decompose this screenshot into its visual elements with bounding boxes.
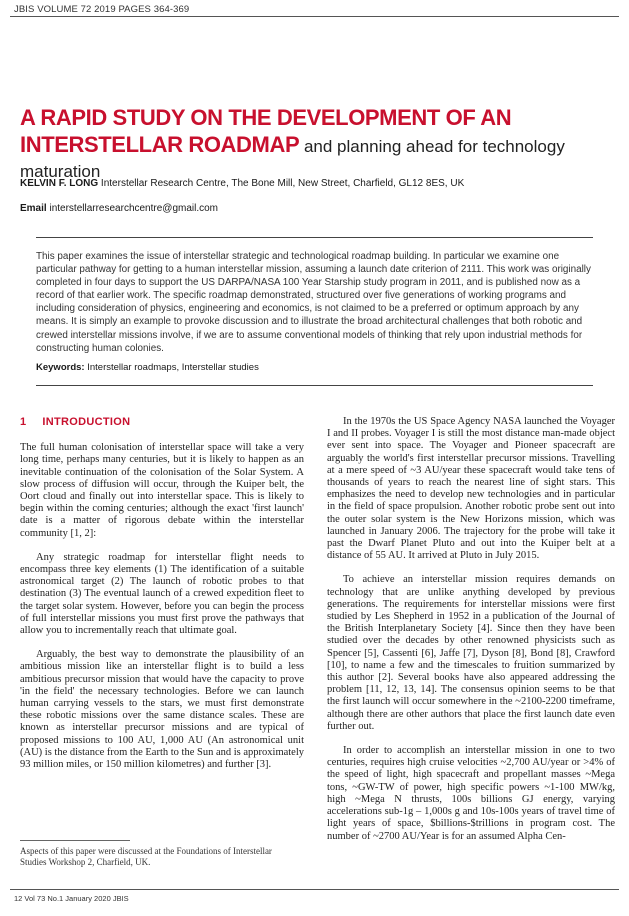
page-footer: 12 Vol 73 No.1 January 2020 JBIS — [14, 894, 129, 903]
right-column — [327, 416, 615, 855]
paragraph: In order to accomplish an interstellar mission in one to two centuries, requires high cruise velocities ~2,700 AU/year or >4% of the speed of light, high spacecraft and propellant masses ~Mega tons, ~GW-TW of power, high specific powers ~1-100 MW/kg, high ~Mega N thrusts, 100s billions GJ energy, varying accelerations sub-1g – 1,000s g and 10s-100s years of travel time of light years of space, $billions-$trillions in program cost. The number of ~2700 AU/Year is for an assumed Alpha Cen- — [327, 745, 615, 842]
email-line — [20, 203, 218, 214]
header-divider — [10, 16, 619, 17]
footnote: Aspects of this paper were discussed at the Foundations of Interstellar Studies Workshop 2, Charfield, UK. — [20, 846, 272, 867]
abstract-divider-bottom — [36, 385, 593, 386]
section-number: 1 — [20, 416, 27, 428]
author-name: KELVIN F. LONG — [20, 178, 99, 189]
paragraph: Arguably, the best way to demonstrate the plausibility of an ambitious mission like an interstellar flight is to build a less ambitious precursor mission that would have the capacity to prove 'in the field' the necessary technologies. Before we can launch human carrying vessels to the stars, we must first demonstrate these robotic missions over the same distance scales. These are known as interstellar precursor missions and are typical of proposed missions to 100 AU, 1,000 AU (An astronomical unit (AU) is the distance from the Earth to the Sun and is approximately 93 million miles, or 150 million kilometres) and further [3]. — [20, 649, 305, 771]
left-column — [20, 416, 304, 783]
email-label: Email — [20, 203, 47, 214]
title-subtitle: and planning ahead for technology maturation — [20, 137, 565, 181]
section-title: INTRODUCTION — [42, 416, 131, 428]
abstract-divider-top — [36, 237, 593, 238]
author-affiliation: Interstellar Research Centre, The Bone Mill, New Street, Charfield, GL12 8ES, UK — [98, 178, 465, 189]
keywords-label: Keywords: — [36, 362, 85, 373]
paper-title — [20, 106, 620, 185]
paragraph: Any strategic roadmap for interstellar flight needs to encompass three key elements (1) The identification of a suitable astronomical target (2) The launch of robotic probes to that destination (3) The eventual launch of a crewed expedition fleet to the target solar system. However, before you can begin the process of full interstellar missions you must first prove the pathways that allow you to incrementally reach that ultimate goal. — [20, 551, 304, 637]
email-address[interactable]: interstellarresearchcentre@gmail.com — [46, 203, 219, 214]
paragraph: To achieve an interstellar mission requires demands on technology that are unlike anything developed by previous generations. The requirements for interstellar missions were first studied by Les Shepherd in 1952 in a publication of the Journal of the British Interplanetary Society [4]. Since then they have been studied over the decades by other renowned physicists such as Spencer [5], Cassenti [6], Jaffe [7], Dyson [8], Bond [8], Crawford [10], to name a few and the timescales to fruition summarized by this author [2]. Several books have also appeared addressing the problem [11, 12, 13, 14]. The consensus opinion seems to be that the first launch will occur somewhere in the ~2100-2200 timeframe, although there are other authors that place the first launch date even further out. — [327, 574, 615, 732]
journal-header: JBIS VOLUME 72 2019 PAGES 364-369 — [14, 4, 190, 15]
section-heading — [20, 416, 304, 428]
paragraph: In the 1970s the US Space Agency NASA launched the Voyager I and II probes. Voyager I is still the most distance man-made object ever sent into space. The Voyager and Pioneer spacecraft are arguably the world's first interstellar precursor missions. Travelling at a mere speed of ~3 AU/year these spacecraft would take tens of thousands of years to reach the nearest line of sight stars. This emphasizes the need to develop new technologies and in particular in the field of space propulsion. Another robotic probe sent out into the outer solar system is the New Horizons mission, which was launched in January 2006. The trajectory for the probe will take it past the Dwarf Planet Pluto and out into the Kuiper belt at a distance of 55 AU. It arrived at Pluto in July 2015. — [327, 416, 615, 562]
abstract: This paper examines the issue of interstellar strategic and technological roadmap building. In particular we examine one particular pathway for getting to a human interstellar mission, assuming a launch date criterion of 2111. This work was originally completed in four days to support the US DARPA/NASA 100 Year Starship study program in 2011, and is published now as a record of that earlier work. The specific roadmap demonstrated, structured over five generations of working programs and including consideration of physics, engineering and economics, is not claimed to be a preferred or optimum approach by any means. It is simply an example to provoke discussion and to illustrate the broad architectural challenges that both robotic and crewed interstellar missions involve, if we are to assume conventional models of thinking that rely upon industrial methods for constructing human colonies. — [36, 251, 591, 354]
paragraph: The full human colonisation of interstellar space will take a very long time, perhaps many centuries, but it is likely to happen as an inevitable continuation of the colonisation of the Solar System. A slow process of diffusion will occur, through the Kuiper belt, the Oort cloud and finally out into interstellar space. This is likely to begin within the coming centuries; although the exact 'first launch' date is a matter of rigorous debate within the interstellar community [1, 2]: — [20, 442, 304, 539]
footnote-divider — [20, 840, 130, 841]
keywords-value: Interstellar roadmaps, Interstellar studies — [84, 362, 259, 373]
keywords-line — [36, 362, 259, 373]
title-main: A RAPID STUDY ON THE DEVELOPMENT OF AN INTERSTELLAR ROADMAP — [20, 105, 512, 157]
author-line — [20, 178, 464, 189]
footer-divider — [10, 889, 619, 890]
